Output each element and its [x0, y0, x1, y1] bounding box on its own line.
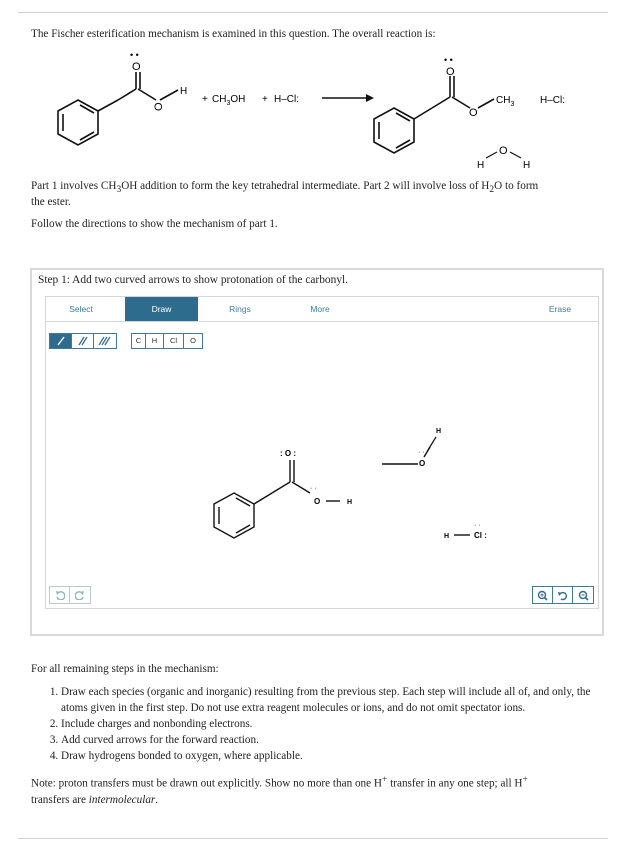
canvas-hcl-h[interactable]: H [444, 533, 450, 540]
proton-transfer-note: Note: proton transfers must be drawn out explicitly. Show no more than one H+ transfer in any one step; all H+ transfers are intermolecular. [31, 775, 528, 806]
product-ester-bonds [414, 76, 494, 119]
water-o: O [499, 145, 508, 157]
canvas-benzene-ring [214, 493, 254, 538]
reactant-h: H [180, 86, 188, 97]
reaction-arrow [322, 94, 374, 102]
part-info-text-line2: the ester. [31, 196, 71, 208]
step-panel [30, 268, 604, 636]
bottom-divider [18, 838, 608, 839]
reactant-lone-pairs-top: • • [130, 50, 139, 60]
intro-text: The Fischer esterification mechanism is examined in this question. The overall reaction is: [31, 28, 436, 40]
triple-bond-tool[interactable] [94, 334, 116, 348]
double-bond-icon [77, 336, 89, 346]
reaction-scheme [30, 48, 610, 178]
undo-icon [55, 590, 65, 600]
triple-bond-icon [98, 336, 112, 346]
water-molecule [477, 145, 530, 171]
atom-c-button[interactable]: C [132, 334, 146, 348]
canvas-ester-o[interactable]: O [314, 497, 321, 506]
redo-button[interactable] [70, 587, 90, 603]
product-lone-pairs-top: • • [444, 55, 453, 65]
redo-icon [75, 590, 85, 600]
methanol: $CH_3OH$ [212, 94, 246, 107]
tab-draw[interactable]: Draw [125, 297, 198, 321]
tab-select[interactable]: Select [69, 304, 93, 314]
instruction-item: 2. Include charges and nonbonding electrons. [61, 716, 606, 732]
instructions-list [46, 684, 606, 764]
zoom-in-icon [537, 590, 548, 601]
zoom-in-button[interactable] [533, 587, 553, 603]
atom-cl-button[interactable]: Cl [164, 334, 184, 348]
zoom-out-button[interactable] [573, 587, 593, 603]
toolbar-tabs [46, 297, 598, 322]
reset-zoom-icon [557, 590, 568, 601]
product-benzene-ring [374, 108, 414, 153]
product-methyl: $CH_3$ [496, 95, 515, 108]
reactant-carbonyl-o: O [132, 61, 141, 73]
single-bond-tool[interactable] [50, 334, 72, 348]
instructions-heading: For all remaining steps in the mechanism: [31, 663, 219, 675]
step-title: Step 1: Add two curved arrows to show protonation of the carbonyl. [38, 274, 349, 286]
product-ester-o: O [469, 107, 478, 119]
reset-zoom-button[interactable] [553, 587, 573, 603]
drawing-canvas[interactable] [45, 296, 599, 609]
part-info-text: Part 1 involves $CH_3OH$ addition to form the key tetrahedral intermediate. Part 2 will involve loss of $H_2O$ to form [31, 180, 539, 196]
reactant-acid-bonds [98, 72, 178, 111]
canvas-ester-lone-pairs: · · [310, 485, 317, 492]
plus-sign-1: + [202, 94, 208, 105]
water-h-left: H [477, 160, 485, 171]
water-h-right: H [523, 160, 531, 171]
product-hcl: H–Cl: [540, 95, 566, 106]
instruction-item: 4. Draw hydrogens bonded to oxygen, where applicable. [61, 748, 606, 764]
tab-rings[interactable]: Rings [229, 304, 251, 314]
canvas-methanol-h[interactable]: H [436, 428, 442, 435]
canvas-cl-lone-pairs: · · [474, 522, 481, 529]
undo-button[interactable] [50, 587, 70, 603]
zoom-controls [532, 586, 594, 604]
tab-more[interactable]: More [310, 304, 330, 314]
canvas-methanol-lone-pairs: · · [418, 449, 425, 456]
top-divider [18, 12, 608, 13]
hcl-reagent: H–Cl: [274, 94, 300, 105]
zoom-out-icon [578, 590, 589, 601]
reactant-benzene-ring [58, 100, 98, 145]
atom-h-button[interactable]: H [146, 334, 164, 348]
canvas-acid-bonds [254, 460, 340, 504]
instruction-item: 1. Draw each species (organic and inorganic) resulting from the previous step. Each step will include all of, and only, the atoms given in the first step. Do not use extra reagent molecules or ions, and do not omit spectator ions. [61, 684, 606, 716]
canvas-ester-h[interactable]: H [347, 499, 353, 506]
canvas-hcl-cl[interactable]: Cl : [474, 531, 487, 540]
plus-sign-2: + [262, 94, 268, 105]
canvas-molecules [46, 357, 598, 577]
canvas-carbonyl-o[interactable]: : O : [280, 449, 296, 458]
atom-o-button[interactable]: O [190, 336, 196, 345]
product-carbonyl-o: O [446, 66, 455, 78]
double-bond-tool[interactable] [72, 334, 94, 348]
canvas-methanol-o[interactable]: O [419, 459, 426, 468]
history-controls [49, 586, 91, 604]
single-bond-icon [56, 336, 66, 346]
bond-toolbar [49, 333, 117, 349]
reactant-hydroxyl-o: O [153, 102, 165, 111]
instruction-item: 3. Add curved arrows for the forward reaction. [61, 732, 606, 748]
follow-directions: Follow the directions to show the mechanism of part 1. [31, 218, 278, 230]
atom-toolbar [131, 333, 203, 349]
tab-erase[interactable]: Erase [548, 304, 572, 314]
